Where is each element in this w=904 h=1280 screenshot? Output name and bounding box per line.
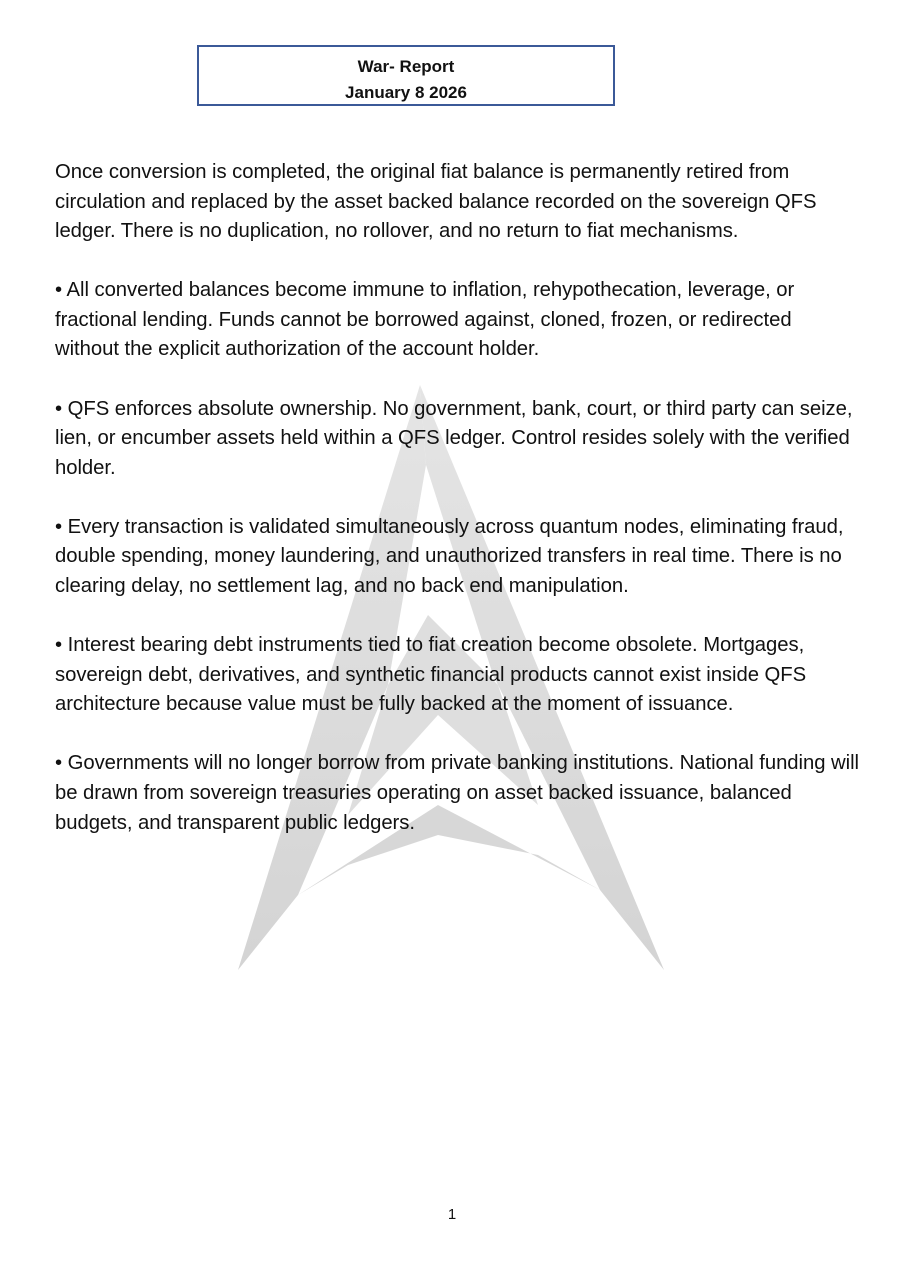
report-body xyxy=(55,158,860,868)
paragraph-intro: Once conversion is completed, the original fiat balance is permanently retired from circulation and replaced by the asset backed balance recorded on the sovereign QFS ledger. There is no duplication, no rollover, and no return to fiat mechanisms. xyxy=(55,161,817,243)
report-title: War- Report xyxy=(357,57,455,76)
bullet-paragraph: • Governments will no longer borrow from private banking institutions. National funding will be drawn from sovereign treasuries operating on asset backed issuance, balanced budgets, and transparent public ledgers. xyxy=(55,752,859,834)
report-header-box xyxy=(197,45,615,106)
bullet-paragraph: • Every transaction is validated simultaneously across quantum nodes, eliminating fraud, double spending, money laundering, and unauthorized transfers in real time. There is no clearing delay, no settlement lag, and no back end manipulation. xyxy=(55,515,844,598)
report-date: January 8 2026 xyxy=(345,83,467,102)
page-number: 1 xyxy=(447,1206,457,1223)
bullet-paragraph: • Interest bearing debt instruments tied to fiat creation become obsolete. Mortgages, sovereign debt, derivatives, and synthetic financial products cannot exist inside QFS architecture because value must be fully backed at the moment of issuance. xyxy=(55,634,807,716)
bullet-paragraph: • QFS enforces absolute ownership. No government, bank, court, or third party can seize, lien, or encumber assets held within a QFS ledger. Control resides solely with the verified holder. xyxy=(55,397,853,479)
bullet-paragraph: • All converted balances become immune to inflation, rehypothecation, leverage, or fractional lending. Funds cannot be borrowed against, cloned, frozen, or redirected without the explicit authorization of the account holder. xyxy=(55,279,795,361)
